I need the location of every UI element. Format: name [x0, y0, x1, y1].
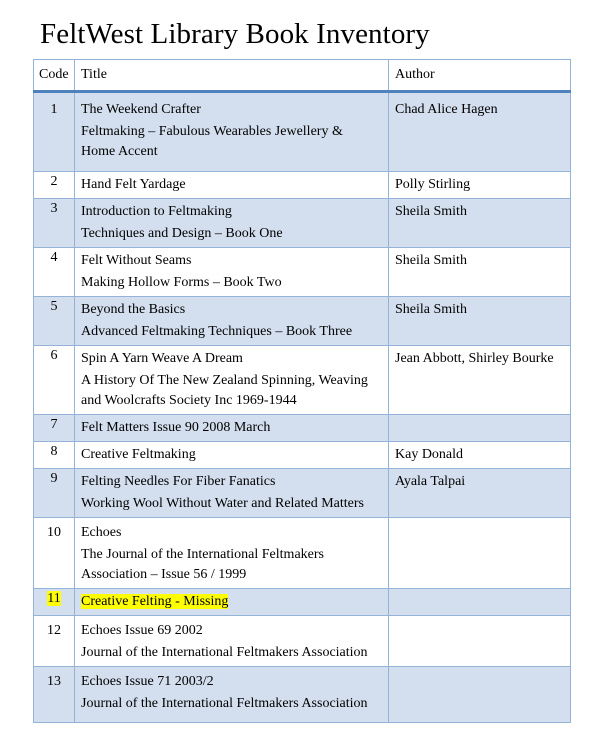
cell-title [75, 469, 389, 518]
cell-author: Polly Stirling [389, 172, 571, 199]
cell-code: 3 [34, 199, 75, 248]
table-row [34, 415, 571, 442]
title-line: Advanced Feltmaking Techniques – Book Three [81, 324, 353, 339]
highlighted-title: Creative Felting - Missing [81, 594, 229, 609]
table-row [34, 248, 571, 297]
cell-author [389, 616, 571, 667]
cell-title [75, 667, 389, 723]
cell-title [75, 589, 389, 616]
cell-code: 7 [34, 415, 75, 442]
table-row [34, 199, 571, 248]
cell-code: 9 [34, 469, 75, 518]
table-row [34, 589, 571, 616]
title-line: Journal of the International Feltmakers Association [81, 696, 368, 711]
header-author: Author [389, 60, 571, 92]
cell-code: 6 [34, 346, 75, 415]
cell-title [75, 199, 389, 248]
title-line: Techniques and Design – Book One [81, 226, 283, 241]
cell-code: 4 [34, 248, 75, 297]
title-line: Creative Feltmaking [81, 447, 196, 462]
cell-title [75, 518, 389, 589]
title-line: Hand Felt Yardage [81, 177, 186, 192]
cell-title [75, 415, 389, 442]
cell-author [389, 415, 571, 442]
table-row [34, 518, 571, 589]
header-code: Code [34, 60, 75, 92]
cell-author: Jean Abbott, Shirley Bourke [389, 346, 571, 415]
table-header-row [34, 60, 571, 92]
cell-title [75, 297, 389, 346]
cell-code: 2 [34, 172, 75, 199]
header-title: Title [75, 60, 389, 92]
cell-title [75, 442, 389, 469]
cell-code: 13 [34, 667, 75, 723]
cell-author: Sheila Smith [389, 297, 571, 346]
title-line: The Journal of the International Feltmakers [81, 547, 324, 562]
title-line: A History Of The New Zealand Spinning, Weaving [81, 373, 368, 388]
table-row [34, 346, 571, 415]
table-row [34, 92, 571, 172]
page-title: FeltWest Library Book Inventory [40, 18, 430, 50]
title-line: Spin A Yarn Weave A Dream [81, 351, 243, 366]
cell-title [75, 248, 389, 297]
title-line: Making Hollow Forms – Book Two [81, 275, 282, 290]
cell-code: 5 [34, 297, 75, 346]
cell-author [389, 518, 571, 589]
highlighted-code: 11 [47, 591, 61, 606]
cell-code: 12 [34, 616, 75, 667]
title-line: Introduction to Feltmaking [81, 204, 232, 219]
title-line: Feltmaking – Fabulous Wearables Jewellery & [81, 124, 343, 139]
title-line: Felt Matters Issue 90 2008 March [81, 420, 271, 435]
title-line: The Weekend Crafter [81, 102, 201, 117]
cell-code: 8 [34, 442, 75, 469]
inventory-table [33, 59, 571, 723]
cell-code: 1 [34, 92, 75, 172]
cell-title [75, 92, 389, 172]
cell-title [75, 616, 389, 667]
cell-title [75, 172, 389, 199]
cell-author: Kay Donald [389, 442, 571, 469]
title-line: Echoes [81, 525, 122, 540]
title-line: and Woolcrafts Society Inc 1969-1944 [81, 393, 297, 408]
cell-code [34, 589, 75, 616]
title-line: Journal of the International Feltmakers Association [81, 645, 368, 660]
title-line: Felting Needles For Fiber Fanatics [81, 474, 276, 489]
table-row [34, 616, 571, 667]
cell-author: Chad Alice Hagen [389, 92, 571, 172]
title-line: Beyond the Basics [81, 302, 186, 317]
table-row [34, 172, 571, 199]
title-line: Home Accent [81, 144, 158, 159]
title-line: Working Wool Without Water and Related Matters [81, 496, 365, 511]
cell-author: Sheila Smith [389, 248, 571, 297]
title-line: Felt Without Seams [81, 253, 192, 268]
cell-code: 10 [34, 518, 75, 589]
title-line: Echoes Issue 69 2002 [81, 623, 203, 638]
cell-author [389, 667, 571, 723]
table-row [34, 469, 571, 518]
title-line: Association – Issue 56 / 1999 [81, 567, 247, 582]
table-row [34, 297, 571, 346]
table-row [34, 667, 571, 723]
title-line: Echoes Issue 71 2003/2 [81, 674, 214, 689]
cell-title [75, 346, 389, 415]
cell-author [389, 589, 571, 616]
cell-author: Ayala Talpai [389, 469, 571, 518]
table-row [34, 442, 571, 469]
cell-author: Sheila Smith [389, 199, 571, 248]
